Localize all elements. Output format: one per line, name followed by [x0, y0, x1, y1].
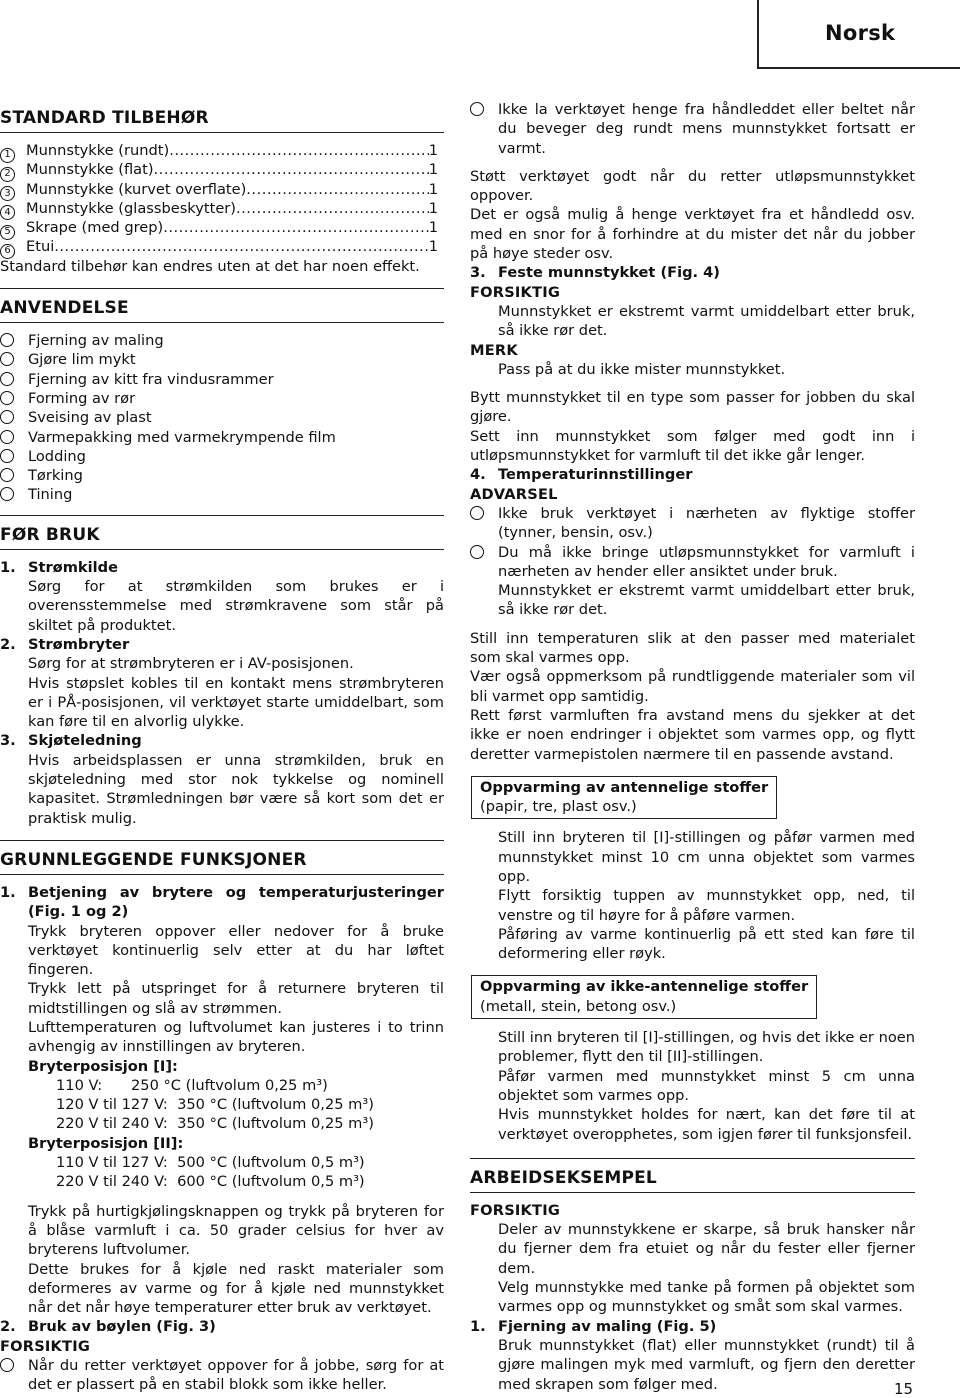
- paragraph: Påføring av varme kontinuerlig på ett sted kan føre til deformering eller røyk.: [498, 925, 915, 963]
- paragraph: Det er også mulig å henge verktøyet fra et håndledd osv. med en snor for å forhindre at du mister det når du jobber på høye steder osv.: [470, 206, 915, 263]
- right-column: [470, 100, 915, 1394]
- paragraph: Sett inn munnstykket som følger med godt inn i utløpsmunnstykket for varmluft til det ikke går lenger.: [470, 427, 915, 465]
- list-item: 2 Munnstykke (flat) ..... 1: [0, 160, 444, 179]
- circle-bullet-icon: [0, 449, 14, 463]
- heating-box-nonflammable: [471, 975, 817, 1019]
- paragraph: Påfør varmen med munnstykket minst 5 cm unna objektet som varmes opp.: [498, 1067, 915, 1104]
- list-item: 4 Munnstykke (glassbeskytter) ..... 1: [0, 199, 444, 218]
- circle-bullet-icon: [0, 410, 14, 424]
- caution-label: FORSIKTIG: [470, 283, 561, 301]
- paragraph: Munnstykket er ekstremt varmt umiddelbart etter bruk, så ikke rør det.: [498, 582, 915, 619]
- box-subtitle: (papir, tre, plast osv.): [480, 798, 637, 816]
- paragraph: Støtt verktøyet godt når du retter utløpsmunnstykket oppover.: [470, 167, 915, 205]
- paragraph: Sørg for at strømkilden som brukes er i overensstemmelse med strømkravene som står på skiltet på produktet.: [28, 578, 444, 634]
- warning-label: ADVARSEL: [470, 485, 558, 503]
- section-title-grunnleggende: GRUNNLEGGENDE FUNKSJONER: [0, 840, 444, 875]
- circle-bullet-icon: [0, 372, 14, 386]
- paragraph: Bytt munnstykket til en type som passer for jobben du skal gjøre.: [470, 389, 915, 426]
- box-title: Oppvarming av ikke-antennelige stoffer: [480, 978, 809, 996]
- paragraph: Bruk munnstykket (flat) eller munnstykket (rundt) til å gjøre malingen myk med varmluft, og fjern den deretter med skrapen som følger med.: [498, 1336, 915, 1393]
- paragraph: Still inn bryteren til [I]-stillingen, og hvis det ikke er noen problemer, flytt den til [II]-stillingen.: [498, 1029, 915, 1066]
- page-number: 15: [894, 1380, 914, 1398]
- list-item: Forming av rør: [0, 389, 444, 408]
- subsection-heading: 3. Skjøteledning: [0, 732, 142, 750]
- circle-bullet-icon: [0, 468, 14, 482]
- caution-label: FORSIKTIG: [470, 1201, 561, 1219]
- subsection-heading: 3. Feste munnstykket (Fig. 4): [470, 264, 720, 282]
- paragraph: Pass på at du ikke mister munnstykket.: [498, 360, 786, 378]
- list-item: 5 Skrape (med grep) ..... 1: [0, 218, 444, 237]
- circle-bullet-icon: [0, 430, 14, 444]
- voltage-row: 110 V til 127 V: 500 °C (luftvolum 0,5 m³): [56, 1154, 365, 1172]
- note-label: MERK: [470, 341, 518, 359]
- list-item: Varmepakking med varmekrympende film: [0, 428, 444, 447]
- list-item: Lodding: [0, 447, 444, 466]
- header-divider-horizontal: [757, 67, 960, 69]
- paragraph: Still inn bryteren til [I]-stillingen og påfør varmen med munnstykket minst 10 cm unna objektet som varmes opp.: [498, 829, 915, 885]
- list-item: Når du retter verktøyet oppover for å jobbe, sørg for at det er plassert på en stabil blokk som ikke heller.: [0, 1356, 444, 1395]
- paragraph: Deler av munnstykkene er skarpe, så bruk hansker når du fjerner dem fra etuiet og når du fester eller fjerner dem.: [498, 1221, 915, 1277]
- list-item: Ikke la verktøyet henge fra håndleddet eller beltet når du beveger deg rundt mens munnstykket fortsatt er varmt.: [470, 100, 915, 158]
- paragraph: Trykk bryteren oppover eller nedover for å bruke verktøyet kontinuerlig selv etter at du har løftet fingeren.: [28, 922, 444, 979]
- paragraph: Sørg for at strømbryteren er i AV-posisjonen.: [28, 655, 354, 673]
- voltage-row: 220 V til 240 V: 350 °C (luftvolum 0,25 m³): [56, 1115, 374, 1133]
- list-item: Tining: [0, 485, 444, 504]
- circle-bullet-icon: [0, 487, 14, 501]
- list-item: 6 Etui ..... 1: [0, 237, 444, 256]
- language-label: Norsk: [825, 21, 896, 45]
- circle-bullet-icon: [0, 391, 14, 405]
- uses-list: [0, 331, 444, 505]
- list-item: Du må ikke bringe utløpsmunnstykket for varmluft i nærheten av hender eller ansiktet under bruk.: [470, 543, 915, 582]
- subsection-heading: 1. Strømkilde: [0, 558, 118, 576]
- paragraph: Still inn temperaturen slik at den passer med materialet som skal varmes opp.: [470, 629, 915, 667]
- circle-bullet-icon: [0, 352, 14, 366]
- paragraph: Trykk på hurtigkjølingsknappen og trykk på bryteren for å blåse varmluft i ca. 50 grader celsius for hver av bryterens luftvolumer.: [28, 1202, 444, 1259]
- circle-bullet-icon: [470, 545, 484, 559]
- list-item: Ikke bruk verktøyet i nærheten av flyktige stoffer (tynner, bensin, osv.): [470, 504, 915, 543]
- list-item: Fjerning av maling: [0, 331, 444, 350]
- paragraph: Vær også oppmerksom på rundtliggende materialer som vil bli varmet opp samtidig.: [470, 668, 915, 705]
- section-title-anvendelse: ANVENDELSE: [0, 288, 444, 323]
- section-title-for-bruk: FØR BRUK: [0, 515, 444, 550]
- accessory-list: [0, 141, 444, 257]
- section-title-arbeidseksempel: ARBEIDSEKSEMPEL: [470, 1158, 915, 1193]
- voltage-row: 110 V: 250 °C (luftvolum 0,25 m³): [56, 1076, 328, 1094]
- list-item: Sveising av plast: [0, 408, 444, 427]
- switch-position-label: Bryterposisjon [I]:: [28, 1057, 178, 1075]
- circle-bullet-icon: [0, 1358, 14, 1372]
- header-divider-vertical: [757, 0, 759, 68]
- subsection-heading: 2. Bruk av bøylen (Fig. 3): [0, 1318, 216, 1336]
- circle-bullet-icon: [470, 506, 484, 520]
- caution-label: FORSIKTIG: [0, 1337, 91, 1355]
- list-item: Tørking: [0, 466, 444, 485]
- paragraph: Hvis munnstykket holdes for nært, kan det føre til at verktøyet overopphetes, som igjen fører til funksjonsfeil.: [498, 1106, 915, 1143]
- list-item: 3 Munnstykke (kurvet overflate) ..... 1: [0, 180, 444, 199]
- voltage-row: 120 V til 127 V: 350 °C (luftvolum 0,25 m³): [56, 1096, 374, 1114]
- paragraph: Rett først varmluften fra avstand mens du sjekker at det ikke er noen endringer i objektet som varmes opp, og flytt deretter varmepistolen nærmere til en passende avstand.: [470, 706, 915, 763]
- list-item: Gjøre lim mykt: [0, 350, 444, 369]
- voltage-row: 220 V til 240 V: 600 °C (luftvolum 0,5 m³): [56, 1173, 365, 1191]
- subsection-heading: 2. Strømbryter: [0, 635, 130, 653]
- paragraph: Lufttemperaturen og luftvolumet kan justeres i to trinn avhengig av innstillingen av bryteren.: [28, 1018, 444, 1056]
- subsection-heading: 1. Fjerning av maling (Fig. 5): [470, 1317, 717, 1335]
- subsection-heading: 1. Betjening av brytere og temperaturjusteringer (Fig. 1 og 2): [0, 883, 444, 921]
- subsection-heading: 4. Temperaturinnstillinger: [470, 466, 693, 484]
- list-item: Fjerning av kitt fra vindusrammer: [0, 370, 444, 389]
- heating-box-flammable: [471, 776, 777, 820]
- paragraph: Flytt forsiktig tuppen av munnstykket opp, ned, til venstre og til høyre for å påføre varmen.: [498, 887, 915, 924]
- circle-bullet-icon: [0, 333, 14, 347]
- list-item: 1 Munnstykke (rundt) ..... 1: [0, 141, 444, 160]
- standard-note: Standard tilbehør kan endres uten at det har noen effekt.: [0, 257, 420, 275]
- section-title-standard: STANDARD TILBEHØR: [0, 100, 444, 133]
- box-subtitle: (metall, stein, betong osv.): [480, 997, 677, 1015]
- switch-position-label: Bryterposisjon [II]:: [28, 1134, 184, 1152]
- box-title: Oppvarming av antennelige stoffer: [480, 778, 769, 796]
- left-column: [0, 100, 444, 1395]
- paragraph: Dette brukes for å kjøle ned raskt materialer som deformeres av varme og for å kjøle ned munnstykket når det når høye temperaturer etter bruk av verktøyet.: [28, 1260, 444, 1317]
- circle-bullet-icon: [470, 102, 484, 116]
- paragraph: Trykk lett på utspringet for å returnere bryteren til midtstillingen og slå av strømmen.: [28, 980, 444, 1017]
- paragraph: Munnstykket er ekstremt varmt umiddelbart etter bruk, så ikke rør det.: [498, 302, 915, 340]
- paragraph: Velg munnstykke med tanke på formen på objektet som varmes opp og munnstykket og småt som skal varmes.: [498, 1279, 915, 1316]
- paragraph: Hvis arbeidsplassen er unna strømkilden, bruk en skjøteledning med stor nok tykkelse og nominell kapasitet. Strømledningen bør være så kort som det er praktisk mulig.: [28, 751, 444, 827]
- paragraph: Hvis støpslet kobles til en kontakt mens strømbryteren er i PÅ-posisjonen, vil verktøyet starte umiddelbart, som kan føre til en alvorlig ulykke.: [28, 674, 444, 731]
